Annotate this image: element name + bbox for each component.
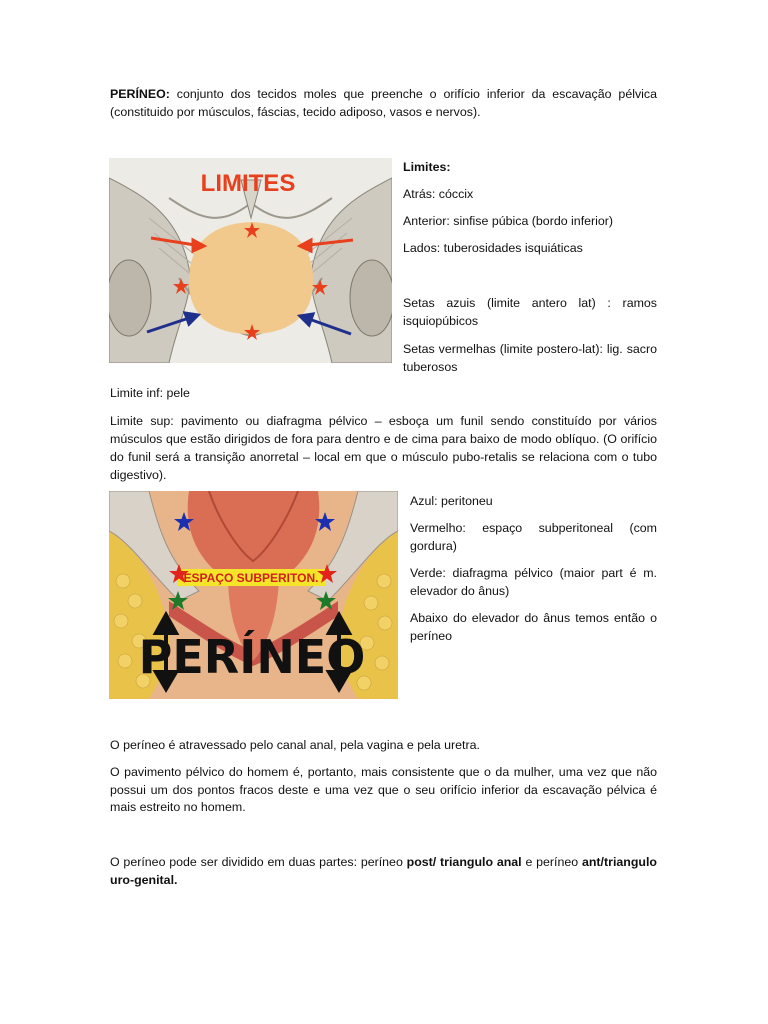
intro-paragraph [110,86,657,121]
limits-heading: Limites: [403,160,451,174]
limit-inf: Limite inf: pele [110,386,190,400]
limit-sup: Limite sup: pavimento ou diafragma pélvico – esboça um funil sendo constituído por vários músculos que estão dirigidos de fora para dentro e de cima para baixo de modo oblíquo. (O orifício do funil será a transição anorretal – local em que o músculo pubo-retalis se relaciona com o tubo digestivo). [110,414,657,482]
subperitoneal-banner-text: ESPAÇO SUBPERITON. [183,571,319,585]
perineum-division [110,854,657,889]
pelvis-illustration [109,158,392,363]
limit-sides: Lados: tuberosidades isquiáticas [403,241,583,255]
pelvis-limits-figure [109,158,392,363]
limits-list [403,158,657,257]
perineum-crossed: O períneo é atravessado pelo canal anal, pela vagina e pela uretra. [110,738,480,752]
division-middle: e períneo [521,855,582,869]
blue-arrows-note: Setas azuis (limite antero lat) : ramos isquiopúbicos [403,296,657,328]
male-pelvic-floor: O pavimento pélvico do homem é, portanto, mais consistente que o da mulher, uma vez que não possui um dos pontos fracos deste e uma vez que o seu orifício inferior da escavação pélvica é mais estreito no homem. [110,765,657,814]
legend-red: Vermelho: espaço subperitoneal (com gordura) [410,521,657,553]
division-part1: post/ triangulo anal [406,855,522,869]
perineum-figure [109,491,398,699]
figure2-legend [410,492,657,645]
limit-front: Anterior: sinfise púbica (bordo inferior) [403,214,614,228]
intro-text: conjunto dos tecidos moles que preenche o orifício inferior da escavação pélvica (constituido por músculos, fáscias, tecido adiposo, vasos e nervos). [110,87,657,119]
legend-below: Abaixo do elevador do ânus temos então o períneo [410,611,657,643]
limits-title: LIMITES [200,170,296,197]
perineum-illustration [109,491,398,699]
division-prefix: O períneo pode ser dividido em duas partes: períneo [110,855,407,869]
legend-blue: Azul: peritoneu [410,494,493,508]
perineum-big-label: PERÍNEO [138,630,366,684]
intro-term: PERÍNEO: [110,87,170,101]
legend-green: Verde: diafragma pélvico (maior part é m. elevador do ânus) [410,566,657,598]
limit-back: Atrás: cóccix [403,187,474,201]
red-arrows-note: Setas vermelhas (limite postero-lat): lig. sacro tuberosos [403,342,657,374]
division-part2: ant/triangulo uro-genital. [110,855,657,887]
